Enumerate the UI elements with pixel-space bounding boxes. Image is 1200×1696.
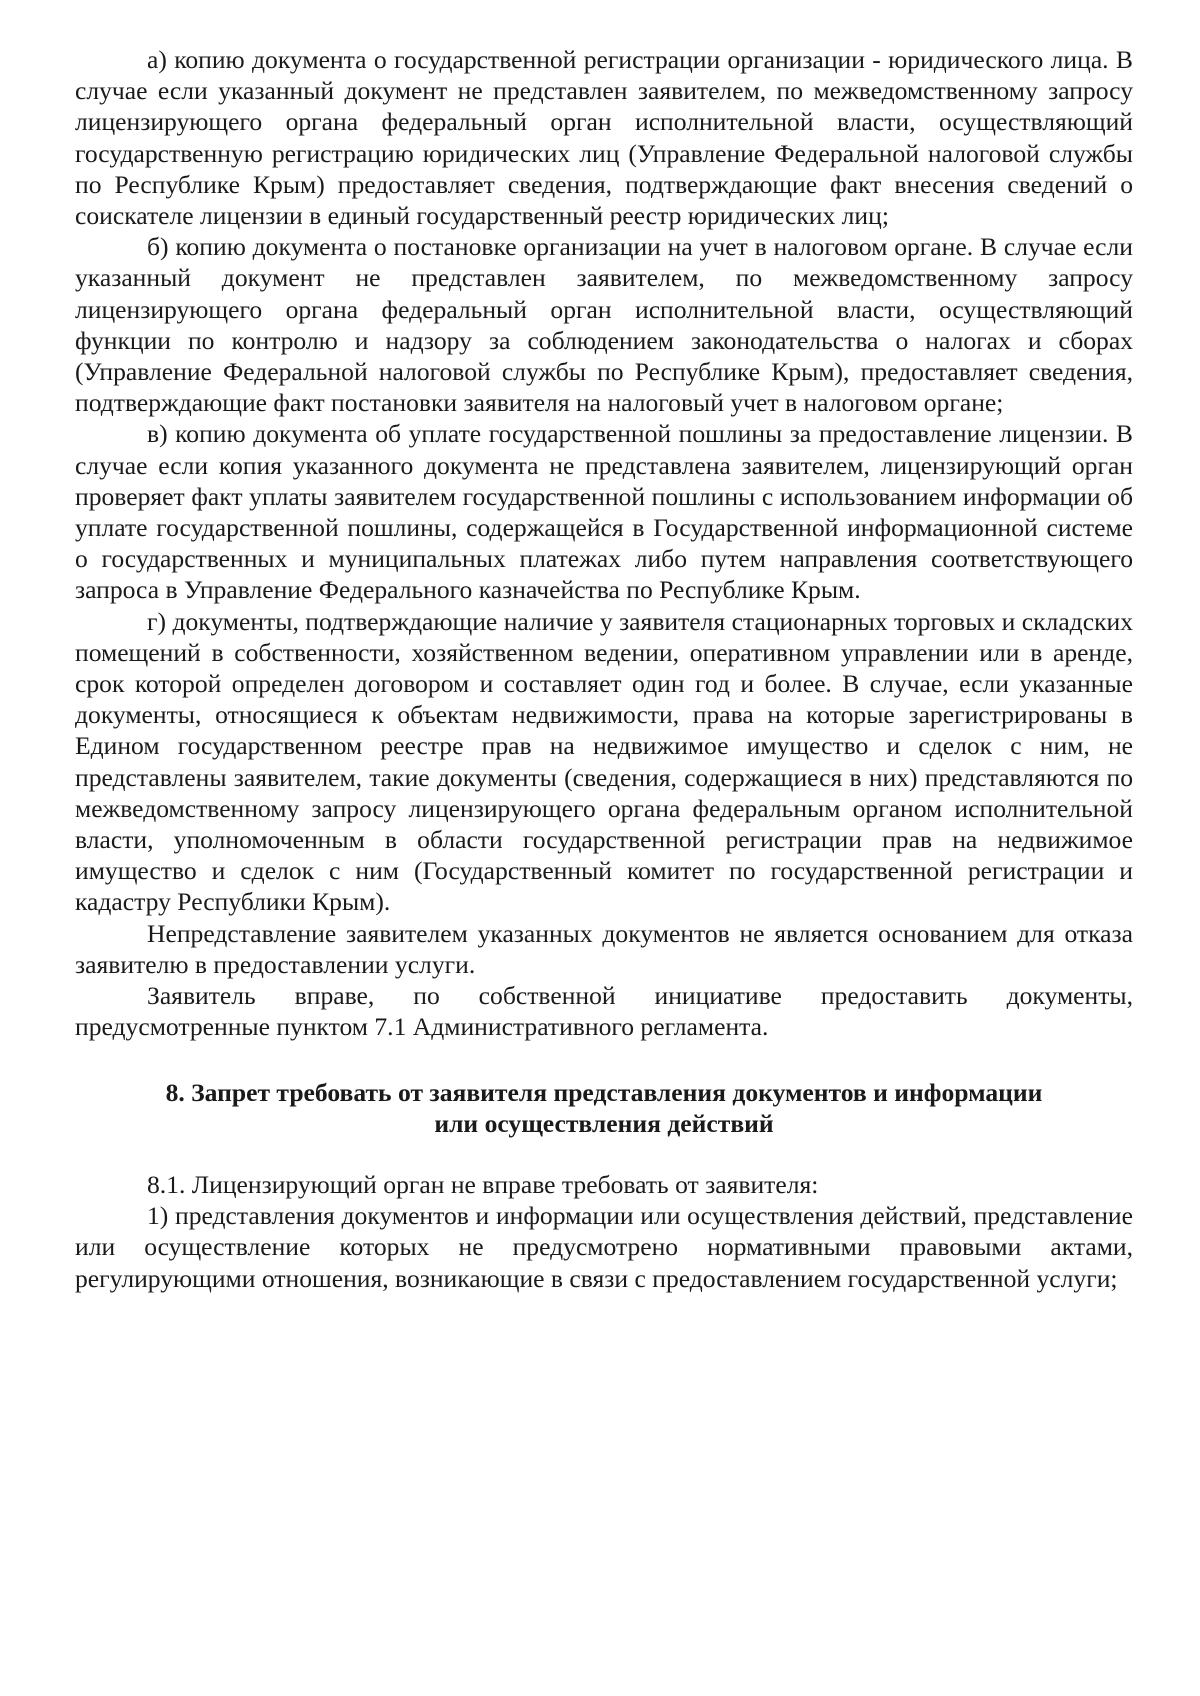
paragraph-v: в) копию документа об уплате государственной пошлины за предоставление лицензии. В случае если копия указанного документа не представлена заявителем, лицензирующий орган проверяет факт уплаты заявителем государственной пошлины с использованием информации об уплате государственной пошлины, содержащейся в Государственной информационной системе о государственных и муниципальных платежах либо путем направления соответствующего запроса в Управление Федерального казначейства по Республике Крым.: [75, 419, 1133, 605]
paragraph-g: г) документы, подтверждающие наличие у заявителя стационарных торговых и складских помещений в собственности, хозяйственном ведении, оперативном управлении или в аренде, срок которой определен договором и составляет один год и более. В случае, если указанные документы, относящиеся к объектам недвижимости, права на которые зарегистрированы в Едином государственном реестре прав на недвижимое имущество и сделок с ним, не представлены заявителем, такие документы (сведения, содержащиеся в них) представляются по межведомственному запросу лицензирующего органа федеральным органом исполнительной власти, уполномоченным в области государственной регистрации прав на недвижимое имущество и сделок с ним (Государственный комитет по государственной регистрации и кадастру Республики Крым).: [75, 606, 1133, 917]
paragraph-applicant-right: Заявитель вправе, по собственной инициативе предоставить документы, предусмотренные пунктом 7.1 Административного регламента.: [75, 981, 1133, 1042]
paragraph-8-1-item-1: 1) представления документов и информации или осуществления действий, представление или осуществление которых не предусмотрено нормативными правовыми актами, регулирующими отношения, возникающие в связи с предоставлением государственной услуги;: [75, 1201, 1133, 1293]
paragraph-b: б) копию документа о постановке организации на учет в налоговом органе. В случае если указанный документ не представлен заявителем, по межведомственному запросу лицензирующего органа федеральный орган исполнительной власти, осуществляющий функции по контролю и надзору за соблюдением законодательства о налогах и сборах (Управление Федеральной налоговой службы по Республике Крым), предоставляет сведения, подтверждающие факт постановки заявителя на налоговый учет в налоговом органе;: [75, 232, 1133, 418]
paragraph-a: а) копию документа о государственной регистрации организации - юридического лица. В случае если указанный документ не представлен заявителем, по межведомственному запросу лицензирующего органа федеральный орган исполнительной власти, осуществляющий государственную регистрацию юридических лиц (Управление Федеральной налоговой службы по Республике Крым) предоставляет сведения, подтверждающие факт внесения сведений о соискателе лицензии в единый государственный реестр юридических лиц;: [75, 45, 1133, 231]
section-8-heading-line-2: или осуществления действий: [434, 1108, 774, 1138]
paragraph-8-1: 8.1. Лицензирующий орган не вправе требовать от заявителя:: [147, 1169, 819, 1199]
section-8-heading-line-1: 8. Запрет требовать от заявителя представления документов и информации: [165, 1077, 1043, 1107]
document-page: [75, 44, 1133, 1294]
section-8-heading: [75, 1077, 1133, 1139]
paragraph-nonsubmission: Непредставление заявителем указанных документов не является основанием для отказа заявителю в предоставлении услуги.: [75, 918, 1133, 979]
